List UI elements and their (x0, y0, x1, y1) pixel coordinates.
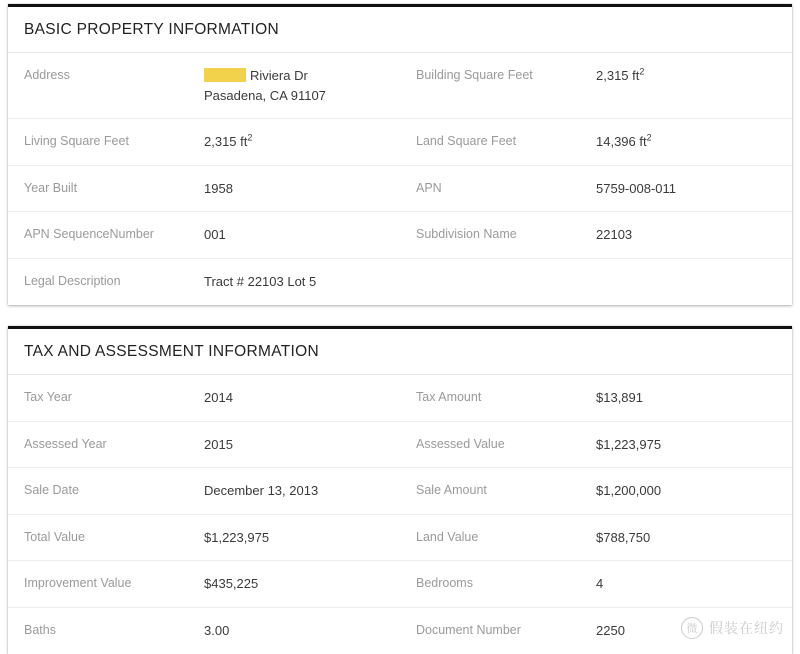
table-row (8, 422, 792, 469)
field-tax-year (8, 375, 400, 421)
field-label: APN (416, 180, 442, 195)
wechat-mark-icon: 微 (681, 617, 703, 639)
field-building-square-feet (400, 53, 792, 118)
table-row (8, 375, 792, 422)
field-empty (400, 259, 792, 305)
table-row (8, 561, 792, 608)
field-value: 2015 (204, 436, 233, 452)
field-value: 2250 (596, 622, 625, 638)
field-value (204, 119, 400, 165)
field-label: Improvement Value (24, 576, 132, 591)
field-label: Sale Amount (416, 483, 487, 498)
field-value: $435,225 (204, 576, 259, 592)
field-value: $1,223,975 (596, 436, 662, 452)
redaction-highlight (204, 68, 246, 82)
section-title-basic: BASIC PROPERTY INFORMATION (8, 7, 792, 53)
field-label: Baths (24, 622, 56, 637)
field-label: Year Built (24, 180, 78, 195)
value-text: 14,396 ft (596, 134, 647, 150)
value-superscript: 2 (639, 66, 645, 77)
field-label: Sale Date (24, 483, 79, 498)
field-legal-description (8, 259, 400, 305)
tax-assessment-rows (8, 375, 792, 654)
table-row (8, 166, 792, 213)
field-label: Total Value (24, 529, 85, 544)
value-text: 2,315 ft (204, 134, 248, 150)
field-value (204, 53, 400, 118)
table-row (8, 468, 792, 515)
field-living-square-feet (8, 119, 400, 165)
field-label: Living Square Feet (24, 134, 129, 149)
field-sale-date (8, 468, 400, 514)
field-value: 001 (204, 227, 226, 243)
field-baths (8, 608, 400, 654)
field-value: 2014 (204, 390, 233, 405)
field-label: Tax Year (24, 390, 72, 404)
field-improvement-value (8, 561, 400, 607)
field-label: Assessed Value (416, 436, 505, 451)
field-value (596, 53, 792, 99)
field-value (596, 259, 792, 287)
field-label: Document Number (416, 622, 521, 637)
field-sale-amount (400, 468, 792, 514)
field-land-square-feet (400, 119, 792, 165)
field-address (8, 53, 400, 118)
field-value: 4 (596, 576, 604, 592)
field-label: Address (24, 68, 70, 82)
field-value: 1958 (204, 180, 233, 196)
field-label: APN SequenceNumber (24, 227, 154, 242)
address-street: Riviera Dr (250, 68, 308, 83)
field-value (596, 119, 792, 165)
field-value: 5759-008-011 (596, 180, 676, 196)
field-document-number (400, 608, 792, 654)
field-label: Subdivision Name (416, 227, 517, 242)
field-land-value (400, 515, 792, 561)
field-label: Land Value (416, 529, 479, 544)
field-value: 22103 (596, 227, 633, 243)
field-label (400, 259, 596, 288)
field-year-built (8, 166, 400, 212)
field-assessed-value (400, 422, 792, 468)
table-row (8, 212, 792, 259)
watermark-text: 假装在纽约 (709, 620, 784, 636)
basic-property-rows (8, 53, 792, 305)
field-apn-sequence-number (8, 212, 400, 258)
field-subdivision-name (400, 212, 792, 258)
field-value: $13,891 (596, 390, 643, 405)
table-row (8, 53, 792, 119)
field-label: Land Square Feet (416, 134, 517, 149)
field-label: Tax Amount (416, 390, 482, 404)
table-row (8, 259, 792, 305)
field-label: Assessed Year (24, 436, 107, 451)
tax-and-assessment-information-card (8, 326, 792, 654)
field-label: Bedrooms (416, 576, 473, 591)
field-total-value (8, 515, 400, 561)
field-apn (400, 166, 792, 212)
field-value: December 13, 2013 (204, 483, 319, 499)
basic-property-information-card (8, 4, 792, 305)
field-value: 3.00 (204, 622, 230, 638)
field-value: $1,223,975 (204, 529, 270, 545)
value-text: 2,315 ft (596, 68, 640, 83)
section-title-tax: TAX AND ASSESSMENT INFORMATION (8, 329, 792, 375)
value-superscript: 2 (247, 132, 253, 143)
table-row (8, 119, 792, 166)
field-value: $788,750 (596, 529, 651, 545)
field-value: Tract # 22103 Lot 5 (204, 273, 317, 289)
field-bedrooms (400, 561, 792, 607)
table-row (8, 608, 792, 654)
field-label: Building Square Feet (416, 68, 533, 82)
field-value: $1,200,000 (596, 483, 662, 499)
address-city-state-zip: Pasadena, CA 91107 (204, 87, 326, 103)
field-tax-amount (400, 375, 792, 421)
table-row (8, 515, 792, 562)
field-assessed-year (8, 422, 400, 468)
value-superscript: 2 (646, 132, 652, 143)
field-label: Legal Description (24, 273, 121, 288)
